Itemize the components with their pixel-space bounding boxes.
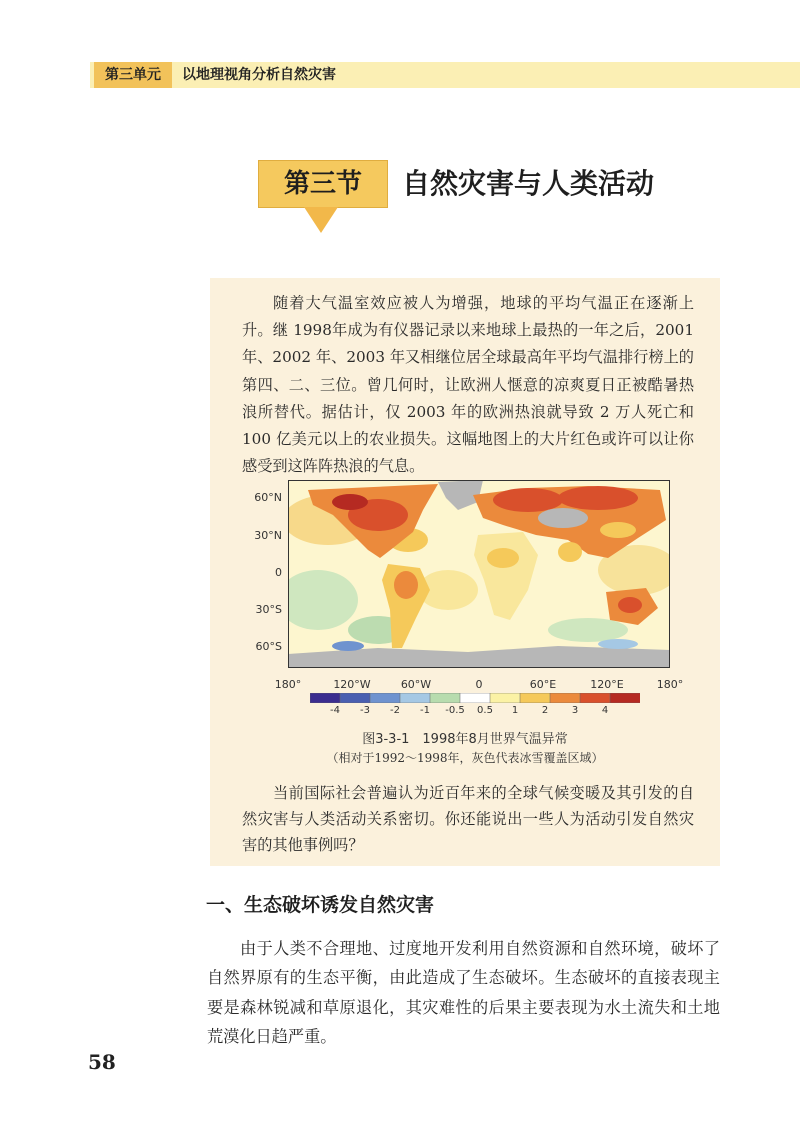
- colorbar-swatch: [370, 693, 401, 703]
- section-number: 第三节: [258, 160, 388, 208]
- lon-label: 120°W: [333, 678, 371, 691]
- colorbar-label: -4: [330, 705, 340, 716]
- colorbar-label: -3: [360, 705, 370, 716]
- lat-label: 30°N: [254, 529, 282, 542]
- colorbar-swatch: [400, 693, 431, 703]
- colorbar-label: 1: [511, 705, 519, 716]
- figure-caption-note: （相对于1992～1998年，灰色代表冰雪覆盖区域）: [326, 751, 604, 765]
- subsection-heading: 一、生态破坏诱发自然灾害: [206, 894, 435, 916]
- temperature-anomaly-map: [288, 480, 670, 668]
- section-pointer: [304, 207, 338, 233]
- unit-title: 以地理视角分析自然灾害: [182, 67, 336, 83]
- colorbar-label: 4: [601, 705, 609, 716]
- colorbar-label: -0.5: [445, 705, 465, 716]
- colorbar-swatch: [580, 693, 611, 703]
- lon-label: 180°: [656, 678, 684, 691]
- lon-label: 180°: [274, 678, 302, 691]
- colorbar-swatch: [610, 693, 640, 703]
- page-number: 58: [88, 1050, 116, 1074]
- colorbar-swatch: [460, 693, 491, 703]
- intro-paragraph: 随着大气温室效应被人为增强，地球的平均气温正在逐渐上升。继 1998年成为有仪器记录以来地球上最热的一年之后，2001 年、2002 年、2003 年又相继位居全球最高年平均气温排行榜上的第四、二、三位。曾几何时，让欧洲人惬意的凉爽夏日正被酷暑热浪所替代。据估计，仅 2003 年的欧洲热浪就导致 2 万人死亡和 100 亿美元以上的农业损失。这幅地图上的大片红色或许可以让你感受到这阵阵热浪的气息。: [242, 294, 694, 476]
- colorbar-swatch: [310, 693, 341, 703]
- section-title: 自然灾害与人类活动: [402, 167, 655, 200]
- lon-label: 120°E: [590, 678, 624, 691]
- lon-label: 60°E: [529, 678, 557, 691]
- lat-label: 30°S: [255, 603, 282, 616]
- subsection-body: 由于人类不合理地、过度地开发利用自然资源和自然环境，破坏了自然界原有的生态平衡，由此造成了生态破坏。生态破坏的直接表现主要是森林锐减和草原退化，其灾难性的后果主要表现为水土流失和土地荒漠化日趋严重。: [207, 939, 720, 1046]
- unit-label: 第三单元: [94, 62, 172, 88]
- lon-label: 0: [475, 678, 483, 691]
- colorbar-swatch: [340, 693, 371, 703]
- colorbar-label: 0.5: [477, 705, 493, 716]
- colorbar-swatch: [490, 693, 521, 703]
- colorbar-swatch: [520, 693, 551, 703]
- colorbar: [310, 693, 640, 703]
- colorbar-label: 3: [571, 705, 579, 716]
- colorbar-swatch: [430, 693, 461, 703]
- discussion-question: 当前国际社会普遍认为近百年来的全球气候变暖及其引发的自然灾害与人类活动关系密切。你还能说出一些人为活动引发自然灾害的其他事例吗？: [242, 784, 694, 854]
- figure-caption: 图3-3-1 1998年8月世界气温异常: [362, 732, 568, 747]
- world-map-image: [288, 480, 670, 668]
- lat-label: 60°S: [255, 640, 282, 653]
- lon-label: 60°W: [400, 678, 432, 691]
- lat-label: 0: [275, 566, 282, 579]
- colorbar-label: -2: [390, 705, 400, 716]
- colorbar-swatch: [550, 693, 581, 703]
- colorbar-label: 2: [541, 705, 549, 716]
- colorbar-label: -1: [420, 705, 430, 716]
- lat-label: 60°N: [254, 491, 282, 504]
